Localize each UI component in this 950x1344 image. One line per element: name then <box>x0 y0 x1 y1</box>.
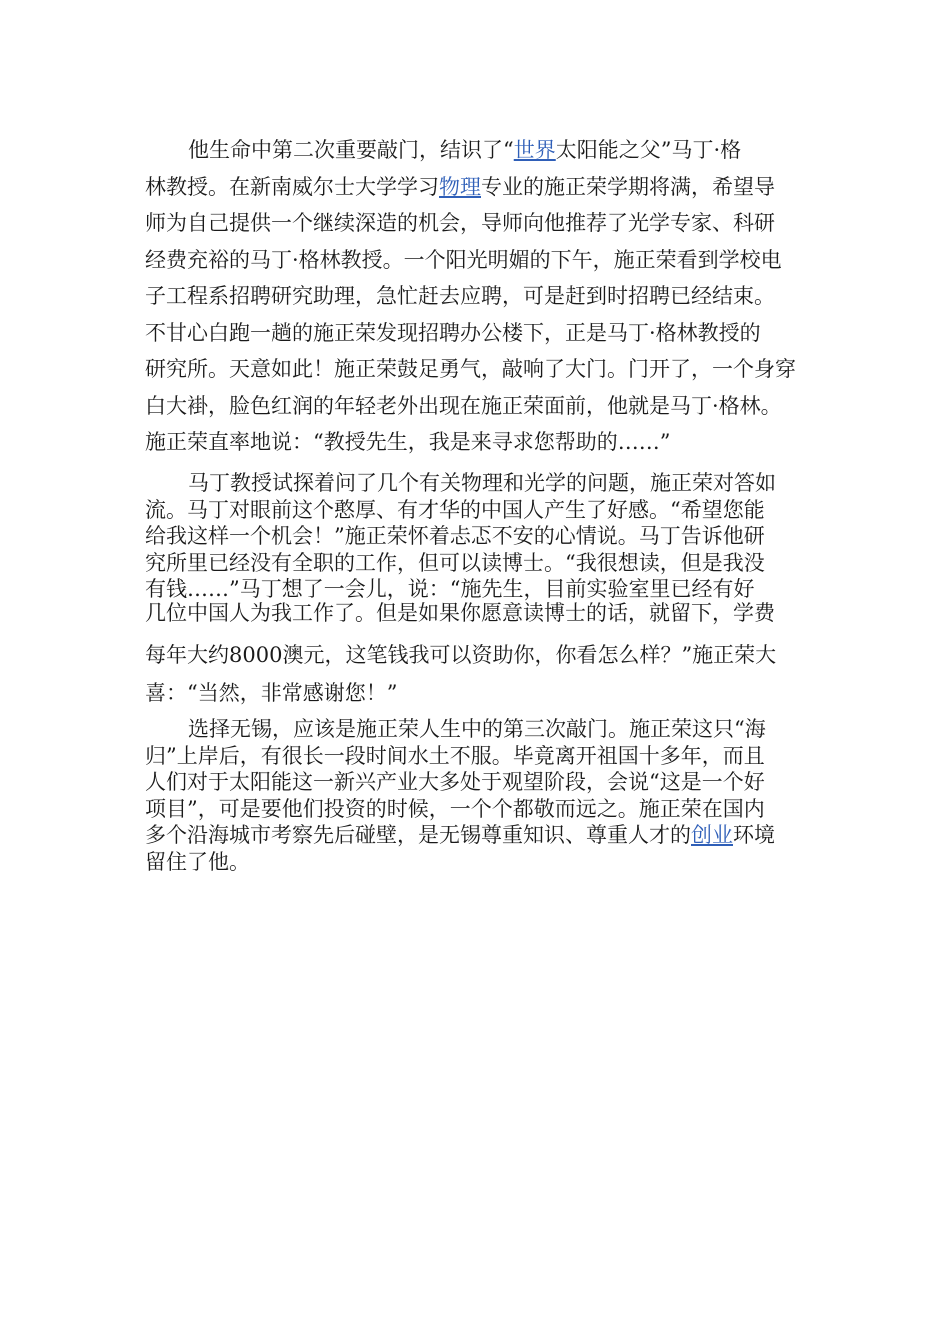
link-world[interactable]: 世界 <box>513 138 556 162</box>
paragraph-4 <box>145 716 810 875</box>
paragraph-line: 究所里已经没有全职的工作，但可以读博士。“我很想读，但是我没 <box>145 550 765 575</box>
paragraph-line: 给我这样一个机会！”施正荣怀着忐忑不安的心情说。马丁告诉他研 <box>145 524 765 548</box>
paragraph-line: 研究所。天意如此！施正荣鼓足勇气，敲响了大门。门开了，一个身穿 <box>145 357 796 381</box>
paragraph-line: 选择无锡，应该是施正荣人生中的第三次敲门。施正荣这只“海 <box>188 717 766 741</box>
paragraph-line: 有钱……”马丁想了一会儿，说：“施先生，目前实验室里已经有好 <box>145 577 755 601</box>
link-physics[interactable]: 物理 <box>439 174 481 199</box>
paragraph-line: 项目”，可是要他们投资的时候，一个个都敬而远之。施正荣在国内 <box>145 796 765 821</box>
link-entrepreneurship[interactable]: 创业 <box>691 823 733 847</box>
paragraph-line <box>145 169 810 206</box>
paragraph-line: 施正荣直率地说：“教授先生，我是来寻求您帮助的……” <box>145 430 671 454</box>
paragraph-line: 归”上岸后，有很长一段时间水土不服。毕竟离开祖国十多年，而且 <box>145 743 765 768</box>
paragraph-line <box>145 822 810 849</box>
paragraph-line: 子工程系招聘研究助理，急忙赶去应聘，可是赶到时招聘已经结束。 <box>145 284 775 308</box>
text-run: 他生命中第二次重要敲门，结识了“ <box>188 138 514 162</box>
paragraph-line: 人们对于太阳能这一新兴产业大多处于观望阶段，会说“这是一个好 <box>145 770 765 794</box>
text-run: 多个沿海城市考察先后碰壁，是无锡尊重知识、尊重人才的 <box>145 823 691 847</box>
paragraph-2 <box>145 427 810 457</box>
paragraph-line: 流。马丁对眼前这个憨厚、有才华的中国人产生了好感。“希望您能 <box>145 497 765 522</box>
paragraph-line <box>145 132 810 169</box>
text-run: 专业的施正荣学期将满，希望导 <box>481 174 775 199</box>
paragraph-3-end <box>145 678 810 708</box>
paragraph-1 <box>145 132 810 424</box>
paragraph-line: 白大褂，脸色红润的年轻老外出现在施正荣面前，他就是马丁·格林。 <box>145 393 782 418</box>
paragraph-line: 喜：“当然，非常感谢您！” <box>145 681 398 705</box>
paragraph-3 <box>145 470 810 603</box>
paragraph-line: 马丁教授试探着问了几个有关物理和光学的问题，施正荣对答如 <box>188 471 776 495</box>
paragraph-line: 留住了他。 <box>145 849 250 874</box>
paragraph-line: 师为自己提供一个继续深造的机会，导师向他推荐了光学专家、科研 <box>145 211 775 235</box>
paragraph-line: 经费充裕的马丁·格林教授。一个阳光明媚的下午，施正荣看到学校电 <box>145 247 782 272</box>
text-run: 环境 <box>733 823 775 847</box>
paragraph-line: 几位中国人为我工作了。但是如果你愿意读博士的话，就留下，学费 <box>145 601 775 625</box>
paragraph-3-continued <box>145 592 810 676</box>
text-run: 太阳能之父”马丁·格 <box>555 138 742 162</box>
text-run: 林教授。在新南威尔士大学学习 <box>145 174 439 199</box>
paragraph-line: 不甘心白跑一趟的施正荣发现招聘办公楼下，正是马丁·格林教授的 <box>145 320 761 345</box>
paragraph-line: 每年大约8000澳元，这笔钱我可以资助你，你看怎么样？”施正荣大 <box>145 643 777 667</box>
